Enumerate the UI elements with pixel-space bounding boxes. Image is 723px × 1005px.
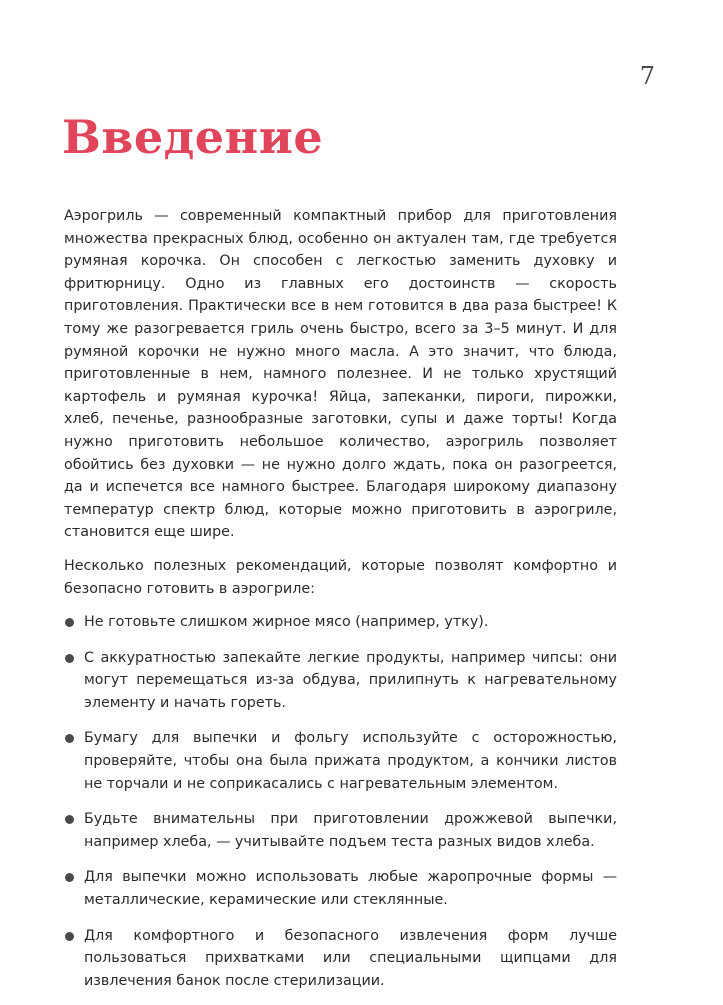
bullet-icon bbox=[65, 815, 74, 824]
list-item-text: С аккуратностью запекайте легкие продукты, например чипсы: они могут перемещаться из-за обдува, прилипнуть к нагревательному элементу и начать гореть. bbox=[84, 649, 617, 711]
chapter-title: Введение bbox=[62, 110, 324, 164]
list-item-text: Не готовьте слишком жирное мясо (например, утку). bbox=[84, 614, 489, 631]
list-item-text: Для комфортного и безопасного извлечения форм лучше пользоваться прихватками или специальными щипцами для извлечения банок после стерилизации. bbox=[84, 927, 617, 989]
list-item bbox=[64, 727, 617, 795]
recommendations-list bbox=[64, 611, 617, 992]
bullet-icon bbox=[65, 618, 74, 627]
list-item bbox=[64, 925, 617, 993]
list-item bbox=[64, 611, 617, 634]
bullet-icon bbox=[65, 873, 74, 882]
page-number: 7 bbox=[639, 62, 655, 90]
bullet-icon bbox=[65, 932, 74, 941]
list-item bbox=[64, 866, 617, 911]
list-item bbox=[64, 808, 617, 853]
list-item bbox=[64, 647, 617, 715]
chapter-content bbox=[64, 205, 617, 1005]
list-item-text: Для выпечки можно использовать любые жаропрочные формы — металлические, керамические или стеклянные. bbox=[84, 869, 617, 909]
list-item-text: Будьте внимательны при приготовлении дрожжевой выпечки, например хлеба, — учитывайте подъем теста разных видов хлеба. bbox=[84, 811, 617, 850]
bullet-icon bbox=[65, 654, 74, 663]
intro-paragraph: Аэрогриль — современный компактный прибор для приготовления множества прекрасных блюд, особенно он актуален там, где требуется румяная корочка. Он способен с легкостью заменить духовку и фритюрницу. Одно из главных его достоинств — скорость приготовления. Практически все в нем готовится в два раза быстрее! К тому же разогревается гриль очень быстро, всего за 3–5 минут. И для румяной корочки не нужно много масла. А это значит, что блюда, приготовленные в нем, намного полезнее. И не только хрустящий картофель и румяная курочка! Яйца, запеканки, пироги, пирожки, хлеб, печенье, разнообразные заготовки, супы и даже торты! Когда нужно приготовить небольшое количество, аэрогриль позволяет обойтись без духовки — не нужно долго ждать, пока он разогреется, да и испечется все намного быстрее. Благодаря широкому диапазону температур спектр блюд, которые можно приготовить в аэрогриле, становится еще шире. bbox=[64, 208, 617, 541]
bullet-icon bbox=[65, 734, 74, 743]
list-item-text: Бумагу для выпечки и фольгу используйте с осторожностью, проверяйте, чтобы она была прижата продуктом, а кончики листов не торчали и не соприкасались с нагревательным элементом. bbox=[84, 730, 617, 792]
recommendations-intro: Несколько полезных рекомендаций, которые позволят комфортно и безопасно готовить в аэрогриле: bbox=[64, 557, 617, 597]
